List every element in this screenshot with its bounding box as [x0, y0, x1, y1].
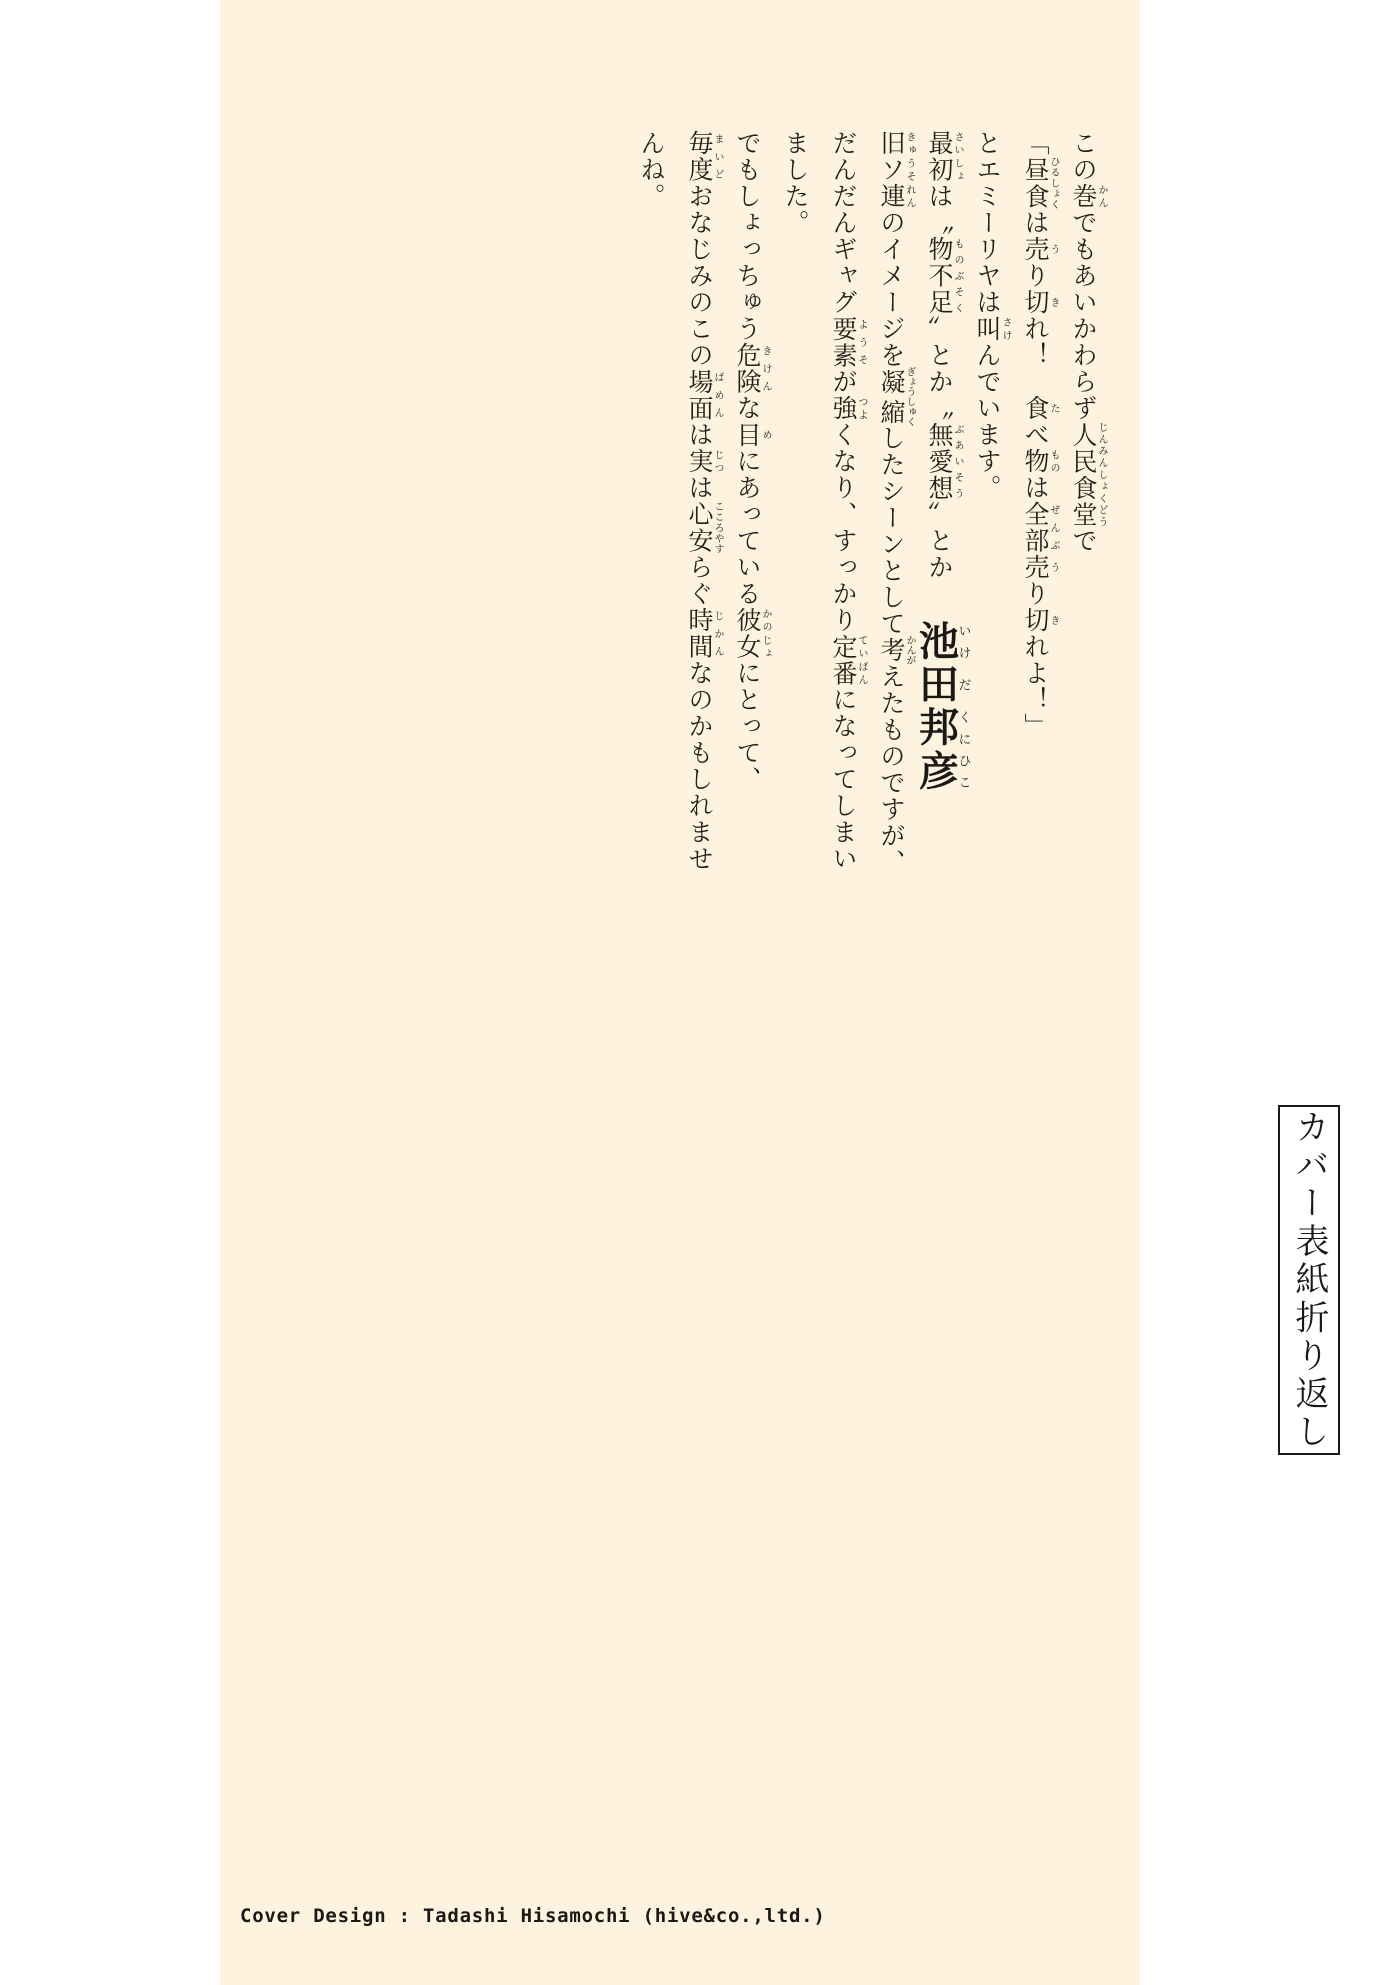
author-signature: 池いけ田だ邦くに彦ひこ — [912, 620, 971, 793]
afterword-text — [579, 130, 1155, 890]
afterword-line-3: とエミーリヤは叫さけんでいます。 — [973, 130, 1011, 501]
flap-label-text: カバー表紙折り返し — [1289, 1108, 1329, 1452]
afterword-line-1: この巻かんでもあいかわらず人民食堂じんみんしょくどうで — [1069, 130, 1107, 554]
afterword-line-8: 毎度まいどおなじみのこの場面ばめんは実じつは心安こころやすらぐ時間じかんなのかもしれませんね。 — [637, 130, 723, 872]
afterword-line-6: だんだんギャグ要素ようそが強つよくなり、すっかり定番ていばんになってしまいました。 — [781, 130, 867, 872]
afterword-line-4: 最初さいしょは〝物不足ものぶそく〟とか〝無愛想ぶあいそう〟とか — [925, 130, 963, 581]
afterword-line-2: 「昼食ひるしょくは売うり切きれ！ 食たべ物ものは全部ぜんぶ売うり切きれよ！」 — [1021, 130, 1059, 740]
flap-label-box — [1278, 1105, 1340, 1455]
cover-design-credit: Cover Design : Tadashi Hisamochi (hive&co.,ltd.) — [240, 1905, 826, 1927]
afterword-line-7: でもしょっちゅう危険きけんな目めにあっている彼女かのじょにとって、 — [733, 130, 771, 793]
afterword-line-5: 旧ソ連きゅうそれんのイメージを凝縮ぎょうしゅくしたシーンとして考かんがえたものですが、 — [877, 130, 915, 876]
